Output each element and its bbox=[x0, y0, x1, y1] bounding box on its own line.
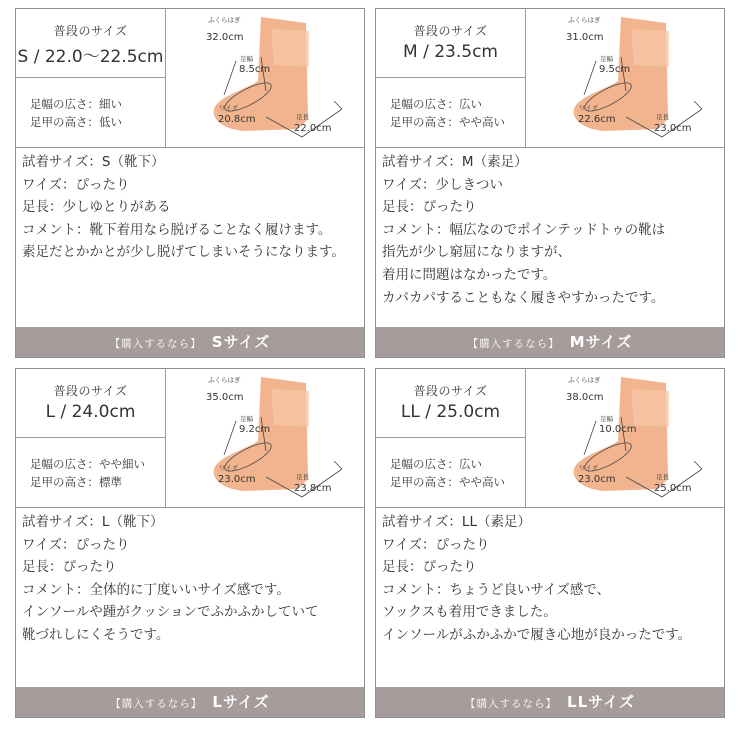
recommendation-bar bbox=[16, 687, 364, 717]
comment-line: 試着サイズ：M（素足） bbox=[382, 154, 528, 170]
length-value: 23.8cm bbox=[294, 483, 332, 494]
recommended-size: Lサイズ bbox=[212, 693, 270, 711]
card-header bbox=[16, 369, 364, 508]
wise-value: 23.0cm bbox=[578, 474, 616, 485]
length-value: 25.0cm bbox=[654, 483, 692, 494]
comment-line: ワイズ：ぴったり bbox=[22, 176, 130, 193]
length-label: 足長 bbox=[656, 113, 669, 121]
comment-line: 足長：ぴったり bbox=[22, 559, 117, 576]
usual-size-box bbox=[16, 9, 166, 78]
ankle-value: 9.2cm bbox=[239, 424, 271, 435]
comment-line: カパカパすることもなく履きやすかったです。 bbox=[382, 289, 665, 306]
ankle-value: 9.5cm bbox=[599, 64, 631, 75]
foot-width-text: 足幅の広さ：広い bbox=[390, 457, 482, 471]
recommendation-bar bbox=[16, 327, 364, 357]
wise-value: 22.6cm bbox=[578, 114, 616, 125]
instep-height-text: 足甲の高さ：標準 bbox=[30, 475, 122, 489]
size-card-l bbox=[15, 368, 365, 718]
comment-line: 試着サイズ：L（靴下） bbox=[22, 514, 164, 530]
instep-height-text: 足甲の高さ：やや高い bbox=[390, 475, 505, 489]
recommendation-prefix: 【購入するなら】 bbox=[109, 338, 202, 350]
usual-size-box bbox=[16, 369, 166, 438]
usual-size-value: S / 22.0〜22.5cm bbox=[17, 47, 164, 67]
comment-line: 足長：ぴったり bbox=[382, 199, 477, 216]
calf-label: ふくらはぎ bbox=[208, 16, 241, 24]
ankle-label: 足幅 bbox=[240, 55, 253, 63]
ankle-label: 足幅 bbox=[240, 415, 253, 423]
comment-line: ワイズ：ぴったり bbox=[22, 536, 130, 553]
instep-height-text: 足甲の高さ：低い bbox=[30, 115, 122, 129]
comment-line: コメント：幅広なのでポインテッドトゥの靴は bbox=[382, 221, 666, 238]
foot-measurement-diagram bbox=[166, 9, 364, 147]
comment-line: 足長：ぴったり bbox=[382, 559, 477, 576]
card-header bbox=[376, 369, 724, 508]
foot-measurement-diagram bbox=[526, 9, 724, 147]
length-value: 23.0cm bbox=[654, 123, 692, 134]
comment-line: コメント：ちょうど良いサイズ感で、 bbox=[382, 581, 611, 598]
foot-width-text: 足幅の広さ：細い bbox=[30, 97, 122, 111]
recommended-size: LLサイズ bbox=[567, 693, 635, 711]
foot-width-text: 足幅の広さ：やや細い bbox=[30, 457, 145, 471]
usual-size-value: L / 24.0cm bbox=[45, 402, 136, 422]
length-label: 足長 bbox=[656, 473, 669, 481]
recommendation-bar bbox=[376, 687, 724, 717]
recommendation-prefix: 【購入するなら】 bbox=[465, 698, 558, 710]
calf-value: 31.0cm bbox=[566, 32, 604, 43]
calf-label: ふくらはぎ bbox=[208, 376, 241, 384]
calf-value: 35.0cm bbox=[206, 392, 244, 403]
comment-line: 着用に問題はなかったです。 bbox=[382, 266, 557, 283]
wise-label: ワイズ bbox=[579, 104, 599, 112]
comment-line: 試着サイズ：LL（素足） bbox=[382, 514, 531, 530]
try-on-comment bbox=[382, 511, 720, 647]
wise-value: 20.8cm bbox=[218, 114, 256, 125]
wise-value: 23.0cm bbox=[218, 474, 256, 485]
recommendation-prefix: 【購入するなら】 bbox=[467, 338, 560, 350]
comment-line: ソックスも着用できました。 bbox=[382, 604, 557, 621]
comment-line: 素足だとかかとが少し脱げてしまいそうになります。 bbox=[22, 244, 345, 261]
try-on-comment bbox=[382, 151, 720, 309]
usual-size-label: 普段のサイズ bbox=[413, 384, 488, 398]
usual-size-label: 普段のサイズ bbox=[53, 24, 128, 38]
card-header bbox=[376, 9, 724, 148]
wise-label: ワイズ bbox=[219, 464, 239, 472]
wise-label: ワイズ bbox=[579, 464, 599, 472]
usual-size-value: M / 23.5cm bbox=[403, 42, 498, 62]
foot-shape-box bbox=[376, 78, 526, 147]
calf-label: ふくらはぎ bbox=[568, 16, 601, 24]
comment-line: ワイズ：少しきつい bbox=[382, 176, 503, 193]
recommendation-prefix: 【購入するなら】 bbox=[110, 698, 203, 710]
instep-height-text: 足甲の高さ：やや高い bbox=[390, 115, 505, 129]
length-label: 足長 bbox=[296, 113, 309, 121]
foot-measurement-diagram bbox=[166, 369, 364, 507]
comment-line: ワイズ：ぴったり bbox=[382, 536, 490, 553]
usual-size-box bbox=[376, 369, 526, 438]
comment-line: コメント：全体的に丁度いいサイズ感です。 bbox=[22, 581, 290, 598]
foot-width-text: 足幅の広さ：広い bbox=[390, 97, 482, 111]
size-card-m bbox=[375, 8, 725, 358]
ankle-value: 10.0cm bbox=[599, 424, 637, 435]
wise-label: ワイズ bbox=[219, 104, 239, 112]
size-card-ll bbox=[375, 368, 725, 718]
comment-line: 試着サイズ：S（靴下） bbox=[22, 154, 165, 170]
card-header bbox=[16, 9, 364, 148]
comment-line: コメント：靴下着用なら脱げることなく履けます。 bbox=[22, 221, 332, 238]
try-on-comment bbox=[22, 151, 360, 264]
try-on-comment bbox=[22, 511, 360, 647]
foot-shape-box bbox=[376, 438, 526, 507]
calf-value: 38.0cm bbox=[566, 392, 604, 403]
size-card-s bbox=[15, 8, 365, 358]
usual-size-label: 普段のサイズ bbox=[413, 24, 488, 38]
comment-line: インソールがふかふかで履き心地が良かったです。 bbox=[382, 626, 692, 643]
ankle-label: 足幅 bbox=[600, 55, 613, 63]
usual-size-box bbox=[376, 9, 526, 78]
recommended-size: Sサイズ bbox=[211, 333, 271, 351]
comment-line: 靴づれしにくそうです。 bbox=[22, 626, 170, 643]
recommendation-bar bbox=[376, 327, 724, 357]
comment-line: インソールや踵がクッションでふかふかしていて bbox=[22, 604, 319, 621]
usual-size-value: LL / 25.0cm bbox=[400, 402, 501, 422]
recommended-size: Mサイズ bbox=[569, 333, 633, 351]
calf-label: ふくらはぎ bbox=[568, 376, 601, 384]
length-label: 足長 bbox=[296, 473, 309, 481]
foot-shape-box bbox=[16, 78, 166, 147]
foot-measurement-diagram bbox=[526, 369, 724, 507]
comment-line: 足長：少しゆとりがある bbox=[22, 199, 171, 216]
ankle-value: 8.5cm bbox=[239, 64, 271, 75]
length-value: 22.0cm bbox=[294, 123, 332, 134]
ankle-label: 足幅 bbox=[600, 415, 613, 423]
usual-size-label: 普段のサイズ bbox=[53, 384, 128, 398]
comment-line: 指先が少し窮屈になりますが、 bbox=[382, 244, 571, 261]
foot-shape-box bbox=[16, 438, 166, 507]
calf-value: 32.0cm bbox=[206, 32, 244, 43]
